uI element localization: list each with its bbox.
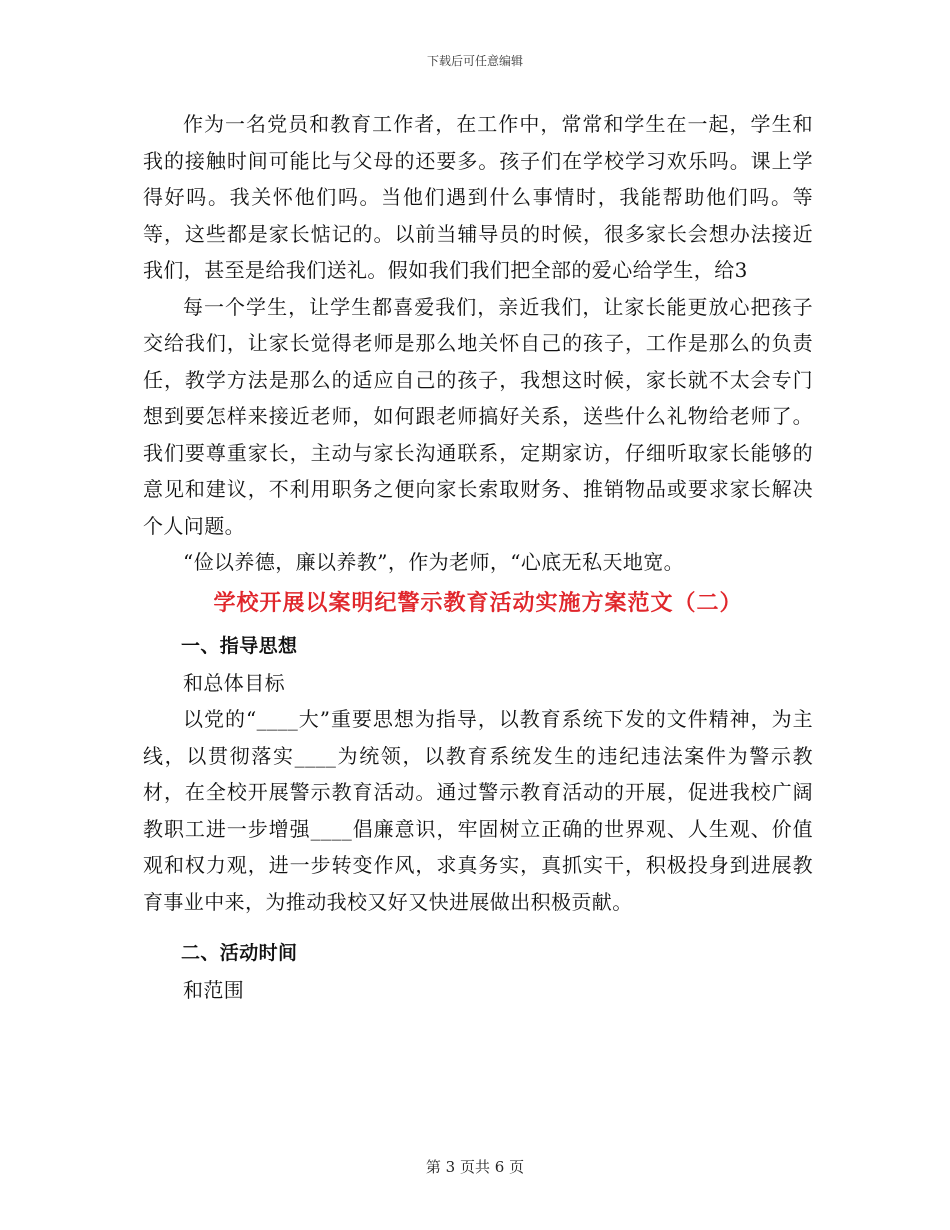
paragraph: “俭以养德，廉以养教”，作为老师，“心底无私天地宽。 — [183, 550, 685, 574]
section-subheading: 和总体目标 — [183, 670, 285, 695]
section-subheading: 和范围 — [183, 978, 245, 1002]
paragraph: 作为一名党员和教育工作者，在工作中，常常和学生在一起，学生和我的接触时间可能比与父母的还要多。孩子们在学校学习欢乐吗。课上学得好吗。我关怀他们吗。当他们遇到什么事情时，我能帮助他们吗。等等，这些都是家长惦记的。以前当辅导员的时候，很多家长会想办法接近我们，甚至是给我们送礼。假如我们我们把全部的爱心给学生，给3 — [143, 112, 813, 282]
page-footer: 第 3 页共 6 页 — [425, 1158, 525, 1176]
document-title: 学校开展以案明纪警示教育活动实施方案范文（二） — [213, 590, 743, 616]
paragraph: 每一个学生，让学生都喜爱我们，亲近我们，让家长能更放心把孩子交给我们，让家长觉得老师是那么地关怀自己的孩子，工作是那么的负责任，教学方法是那么的适应自己的孩子，我想这时候，家长就不太会专门想到要怎样来接近老师，如何跟老师搞好关系，送些什么礼物给老师了。我们要尊重家长，主动与家长沟通联系，定期家访，仔细听取家长能够的意见和建议，不利用职务之便向家长索取财务、推销物品或要求家长解决个人问题。 — [143, 294, 813, 538]
paragraph: 以党的“____大”重要思想为指导，以教育系统下发的文件精神，为主线，以贯彻落实____为统领，以教育系统发生的违纪违法案件为警示教材，在全校开展警示教育活动。通过警示教育活动的开展，促进我校广阔教职工进一步增强____倡廉意识，牢固树立正确的世界观、人生观、价值观和权力观，进一步转变作风，求真务实，真抓实干，积极投身到进展教育事业中来，为推动我校又好又快进展做出积极贡献。 — [143, 707, 813, 914]
page-header: 下载后可任意编辑 — [426, 54, 523, 68]
section-heading: 二、活动时间 — [181, 942, 298, 964]
document-body — [143, 106, 813, 1009]
section-heading: 一、指导思想 — [181, 634, 298, 657]
